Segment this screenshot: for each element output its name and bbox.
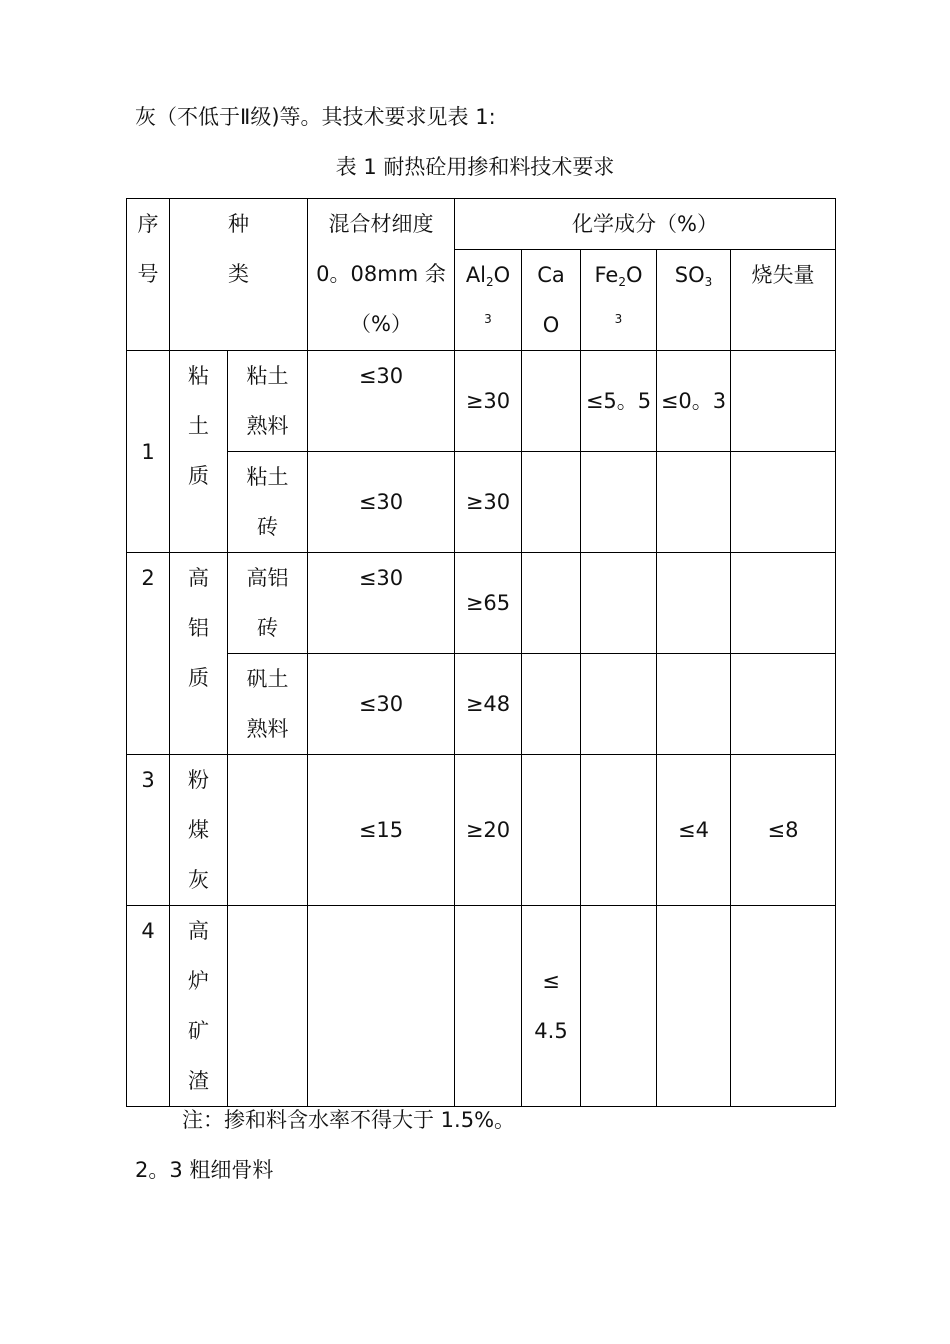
table-row bbox=[127, 755, 836, 906]
header-cao-line2: O bbox=[542, 313, 560, 337]
row4-name bbox=[228, 906, 308, 1107]
row4-seq: 4 bbox=[127, 906, 170, 1107]
header-fineness-line1: 混合材细度 bbox=[328, 212, 434, 236]
row1-group-char1: 粘 bbox=[188, 364, 209, 388]
row4-so3 bbox=[657, 906, 731, 1107]
row2b-name-line1: 矾土 bbox=[246, 667, 289, 691]
header-al2o3-sub1: 2 bbox=[486, 275, 494, 289]
row1b-al2o3: ≥30 bbox=[455, 452, 522, 553]
row4-loss bbox=[731, 906, 836, 1107]
table-row bbox=[127, 906, 836, 1107]
header-kind bbox=[170, 199, 308, 351]
row1a-name-line1: 粘土 bbox=[246, 364, 289, 388]
row3-seq: 3 bbox=[127, 755, 170, 906]
row1a-cao bbox=[522, 351, 581, 452]
row3-cao bbox=[522, 755, 581, 906]
header-so3 bbox=[657, 250, 731, 351]
header-fe2o3 bbox=[581, 250, 657, 351]
row1b-loss bbox=[731, 452, 836, 553]
row2b-so3 bbox=[657, 654, 731, 755]
header-seq-line1: 序 bbox=[137, 212, 159, 236]
row2-group bbox=[170, 553, 228, 755]
table-note: 注：掺和料含水率不得大于 1.5%。 bbox=[182, 1108, 516, 1132]
row2a-name-line1: 高铝 bbox=[246, 566, 289, 590]
row1a-so3: ≤0。3 bbox=[657, 351, 731, 452]
row1b-fe2o3 bbox=[581, 452, 657, 553]
row4-group-char2: 炉 bbox=[188, 969, 209, 993]
header-fineness-line3: （%） bbox=[350, 312, 412, 336]
row2a-cao bbox=[522, 553, 581, 654]
row2a-loss bbox=[731, 553, 836, 654]
row1a-fineness: ≤30 bbox=[308, 351, 455, 452]
row2b-name bbox=[228, 654, 308, 755]
section-heading: 2。3 粗细骨料 bbox=[135, 1158, 274, 1182]
row4-cao-line2: 4.5 bbox=[534, 1019, 568, 1043]
row1a-name bbox=[228, 351, 308, 452]
header-fineness bbox=[308, 199, 455, 351]
row4-group-char1: 高 bbox=[188, 919, 209, 943]
header-loss: 烧失量 bbox=[731, 250, 836, 351]
row4-group bbox=[170, 906, 228, 1107]
intro-paragraph: 灰（不低于Ⅱ级)等。其技术要求见表 1: bbox=[135, 105, 496, 129]
header-fineness-line2: 0。08mm 余 bbox=[316, 262, 446, 286]
header-fe2o3-sub1: 2 bbox=[618, 275, 626, 289]
row1b-name-line1: 粘土 bbox=[246, 465, 289, 489]
header-fe2o3-base: Fe bbox=[594, 263, 619, 287]
header-al2o3 bbox=[455, 250, 522, 351]
row1b-name-line2: 砖 bbox=[257, 515, 278, 539]
row2a-name bbox=[228, 553, 308, 654]
row1a-fe2o3: ≤5。5 bbox=[581, 351, 657, 452]
row2-seq: 2 bbox=[127, 553, 170, 755]
row4-cao-line1: ≤ bbox=[542, 969, 560, 993]
row2b-fe2o3 bbox=[581, 654, 657, 755]
header-seq-line2: 号 bbox=[137, 262, 159, 286]
row1b-name bbox=[228, 452, 308, 553]
row4-group-char4: 渣 bbox=[188, 1069, 209, 1093]
row3-fe2o3 bbox=[581, 755, 657, 906]
row3-al2o3: ≥20 bbox=[455, 755, 522, 906]
row3-group-char1: 粉 bbox=[188, 768, 209, 792]
row2-group-char1: 高 bbox=[188, 566, 209, 590]
header-row-1 bbox=[127, 199, 836, 250]
row3-so3: ≤4 bbox=[657, 755, 731, 906]
row1-group-char2: 土 bbox=[188, 414, 209, 438]
header-cao-line1: Ca bbox=[537, 263, 565, 287]
header-chem: 化学成分（%） bbox=[455, 199, 836, 250]
table-row bbox=[127, 654, 836, 755]
row2b-loss bbox=[731, 654, 836, 755]
row1a-name-line2: 熟料 bbox=[246, 414, 289, 438]
header-fe2o3-sub2: 3 bbox=[614, 312, 623, 326]
row2b-cao bbox=[522, 654, 581, 755]
row2-group-char3: 质 bbox=[188, 666, 209, 690]
header-cao bbox=[522, 250, 581, 351]
row3-group-char2: 煤 bbox=[188, 818, 209, 842]
row2a-al2o3: ≥65 bbox=[455, 553, 522, 654]
table-row bbox=[127, 351, 836, 452]
table-row bbox=[127, 553, 836, 654]
row4-fineness bbox=[308, 906, 455, 1107]
row3-name bbox=[228, 755, 308, 906]
row2-group-char2: 铝 bbox=[188, 616, 209, 640]
header-kind-line2: 类 bbox=[228, 262, 249, 286]
row3-loss: ≤8 bbox=[731, 755, 836, 906]
row1-group-char3: 质 bbox=[188, 464, 209, 488]
row2a-fineness: ≤30 bbox=[308, 553, 455, 654]
table-row bbox=[127, 452, 836, 553]
row1a-al2o3: ≥30 bbox=[455, 351, 522, 452]
row4-group-char3: 矿 bbox=[188, 1019, 209, 1043]
row3-fineness: ≤15 bbox=[308, 755, 455, 906]
header-al2o3-mid: O bbox=[493, 263, 511, 287]
row1-seq: 1 bbox=[127, 351, 170, 553]
row2a-so3 bbox=[657, 553, 731, 654]
admixture-spec-table bbox=[126, 198, 836, 1107]
header-kind-line1: 种 bbox=[228, 212, 249, 236]
row2a-name-line2: 砖 bbox=[257, 616, 278, 640]
row1a-loss bbox=[731, 351, 836, 452]
row4-al2o3 bbox=[455, 906, 522, 1107]
row1b-fineness: ≤30 bbox=[308, 452, 455, 553]
row1b-so3 bbox=[657, 452, 731, 553]
row1-group bbox=[170, 351, 228, 553]
header-al2o3-base: Al bbox=[465, 263, 487, 287]
table-caption: 表 1 耐热砼用掺和料技术要求 bbox=[335, 155, 615, 179]
row4-fe2o3 bbox=[581, 906, 657, 1107]
row4-cao bbox=[522, 906, 581, 1107]
row2a-fe2o3 bbox=[581, 553, 657, 654]
row2b-al2o3: ≥48 bbox=[455, 654, 522, 755]
row2b-name-line2: 熟料 bbox=[246, 717, 289, 741]
row3-group-char3: 灰 bbox=[188, 868, 209, 892]
header-al2o3-sub2: 3 bbox=[484, 312, 492, 326]
row3-group bbox=[170, 755, 228, 906]
row1b-cao bbox=[522, 452, 581, 553]
header-so3-sub: 3 bbox=[704, 275, 713, 289]
header-fe2o3-mid: O bbox=[625, 263, 643, 287]
header-so3-base: SO bbox=[674, 263, 705, 287]
header-seq bbox=[127, 199, 170, 351]
row2b-fineness: ≤30 bbox=[308, 654, 455, 755]
